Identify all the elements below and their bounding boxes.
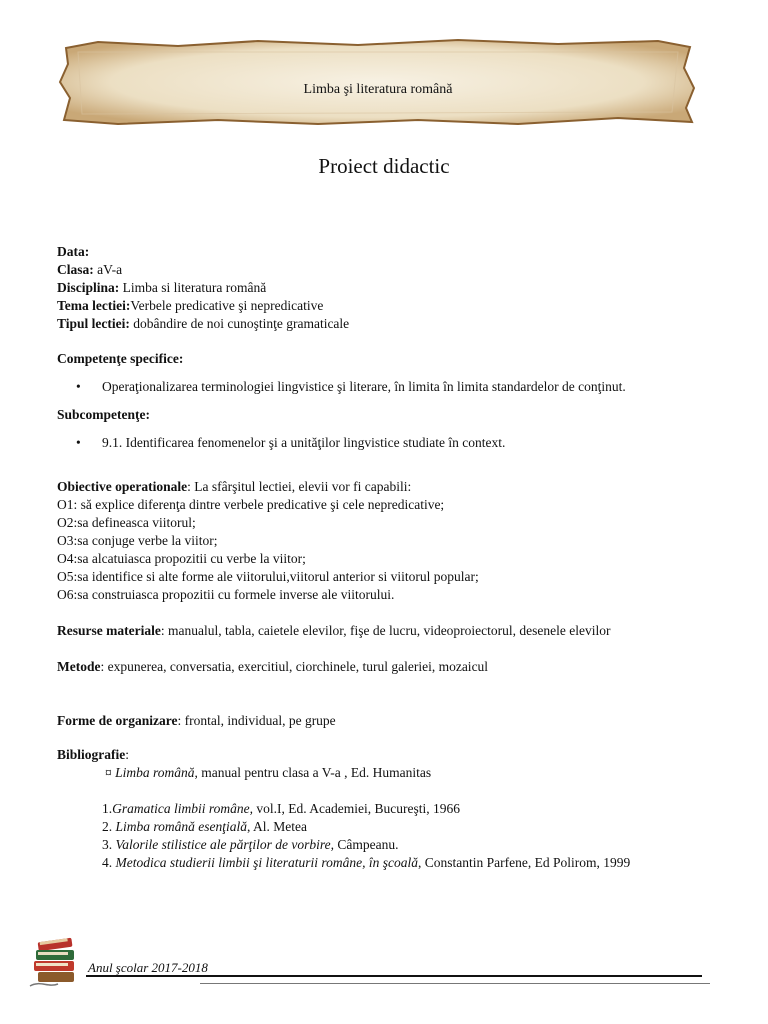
obiectiv-item: O1: să explice diferenţa dintre verbele predicative şi cele nepredicative; (57, 497, 445, 512)
books-icon (26, 936, 86, 992)
page-title: Proiect didactic (318, 154, 450, 178)
tip-line: Tipul lectiei: dobândire de noi cunoştinţe gramaticale (57, 316, 350, 331)
obiectiv-item: O3:sa conjuge verbe la viitor; (57, 533, 218, 548)
subcompetente-item: 9.1. Identificarea fenomenelor şi a unităţilor lingvistice studiate în context. (102, 435, 506, 450)
footer-rule-thin (200, 983, 710, 984)
footer-rule (86, 975, 702, 977)
obiectiv-item: O6:sa construiasca propozitii cu formele inverse ale viitorului. (57, 587, 395, 602)
obiective-heading: Obiective operationale: La sfârşitul lectiei, elevii vor fi capabili: (57, 479, 412, 494)
bibliografie-heading: Bibliografie: (57, 747, 130, 762)
obiectiv-item: O4:sa alcatuiasca propozitii cu verbe la viitor; (57, 551, 306, 566)
subcompetente-heading: Subcompetenţe: (57, 407, 150, 422)
data-line: Data: (57, 244, 90, 259)
tema-line: Tema lectiei:Verbele predicative şi nepredicative (57, 298, 324, 313)
forme-line: Forme de organizare: frontal, individual, pe grupe (57, 713, 336, 728)
bibliografie-item: 1.Gramatica limbii române, vol.I, Ed. Academiei, Bucureşti, 1966 (102, 801, 460, 816)
bibliografie-first: ¤ Limba română, manual pentru clasa a V-a , Ed. Humanitas (105, 765, 432, 780)
resurse-line: Resurse materiale: manualul, tabla, caietele elevilor, fişe de lucru, videoproiectorul, desenele elevilor (57, 623, 611, 638)
bibliografie-item: 2. Limba română esenţială, Al. Metea (102, 819, 307, 834)
banner-title: Limba şi literatura română (303, 82, 453, 97)
disciplina-line: Disciplina: Limba si literatura română (57, 280, 267, 295)
bibliografie-item: 4. Metodica studierii limbii şi literaturii române, în şcoală, Constantin Parfene, Ed Polirom, 1999 (102, 855, 631, 870)
competente-item: Operaţionalizarea terminologiei lingvistice şi literare, în limita în limita standardelor de conţinut. (102, 379, 626, 394)
metode-line: Metode: expunerea, conversatia, exercitiul, ciorchinele, turul galeriei, mozaicul (57, 659, 489, 674)
competente-heading: Competenţe specifice: (57, 351, 184, 366)
obiectiv-item: O2:sa defineasca viitorul; (57, 515, 196, 530)
clasa-line: Clasa: aV-a (57, 262, 123, 277)
bibliografie-item: 3. Valorile stilistice ale părţilor de vorbire, Câmpeanu. (102, 837, 399, 852)
obiectiv-item: O5:sa identifice si alte forme ale viitorului,viitorul anterior si viitorul popular; (57, 569, 479, 584)
school-year: Anul şcolar 2017-2018 (88, 960, 208, 975)
bullet-icon: • (76, 435, 81, 450)
bullet-icon: • (76, 379, 81, 394)
